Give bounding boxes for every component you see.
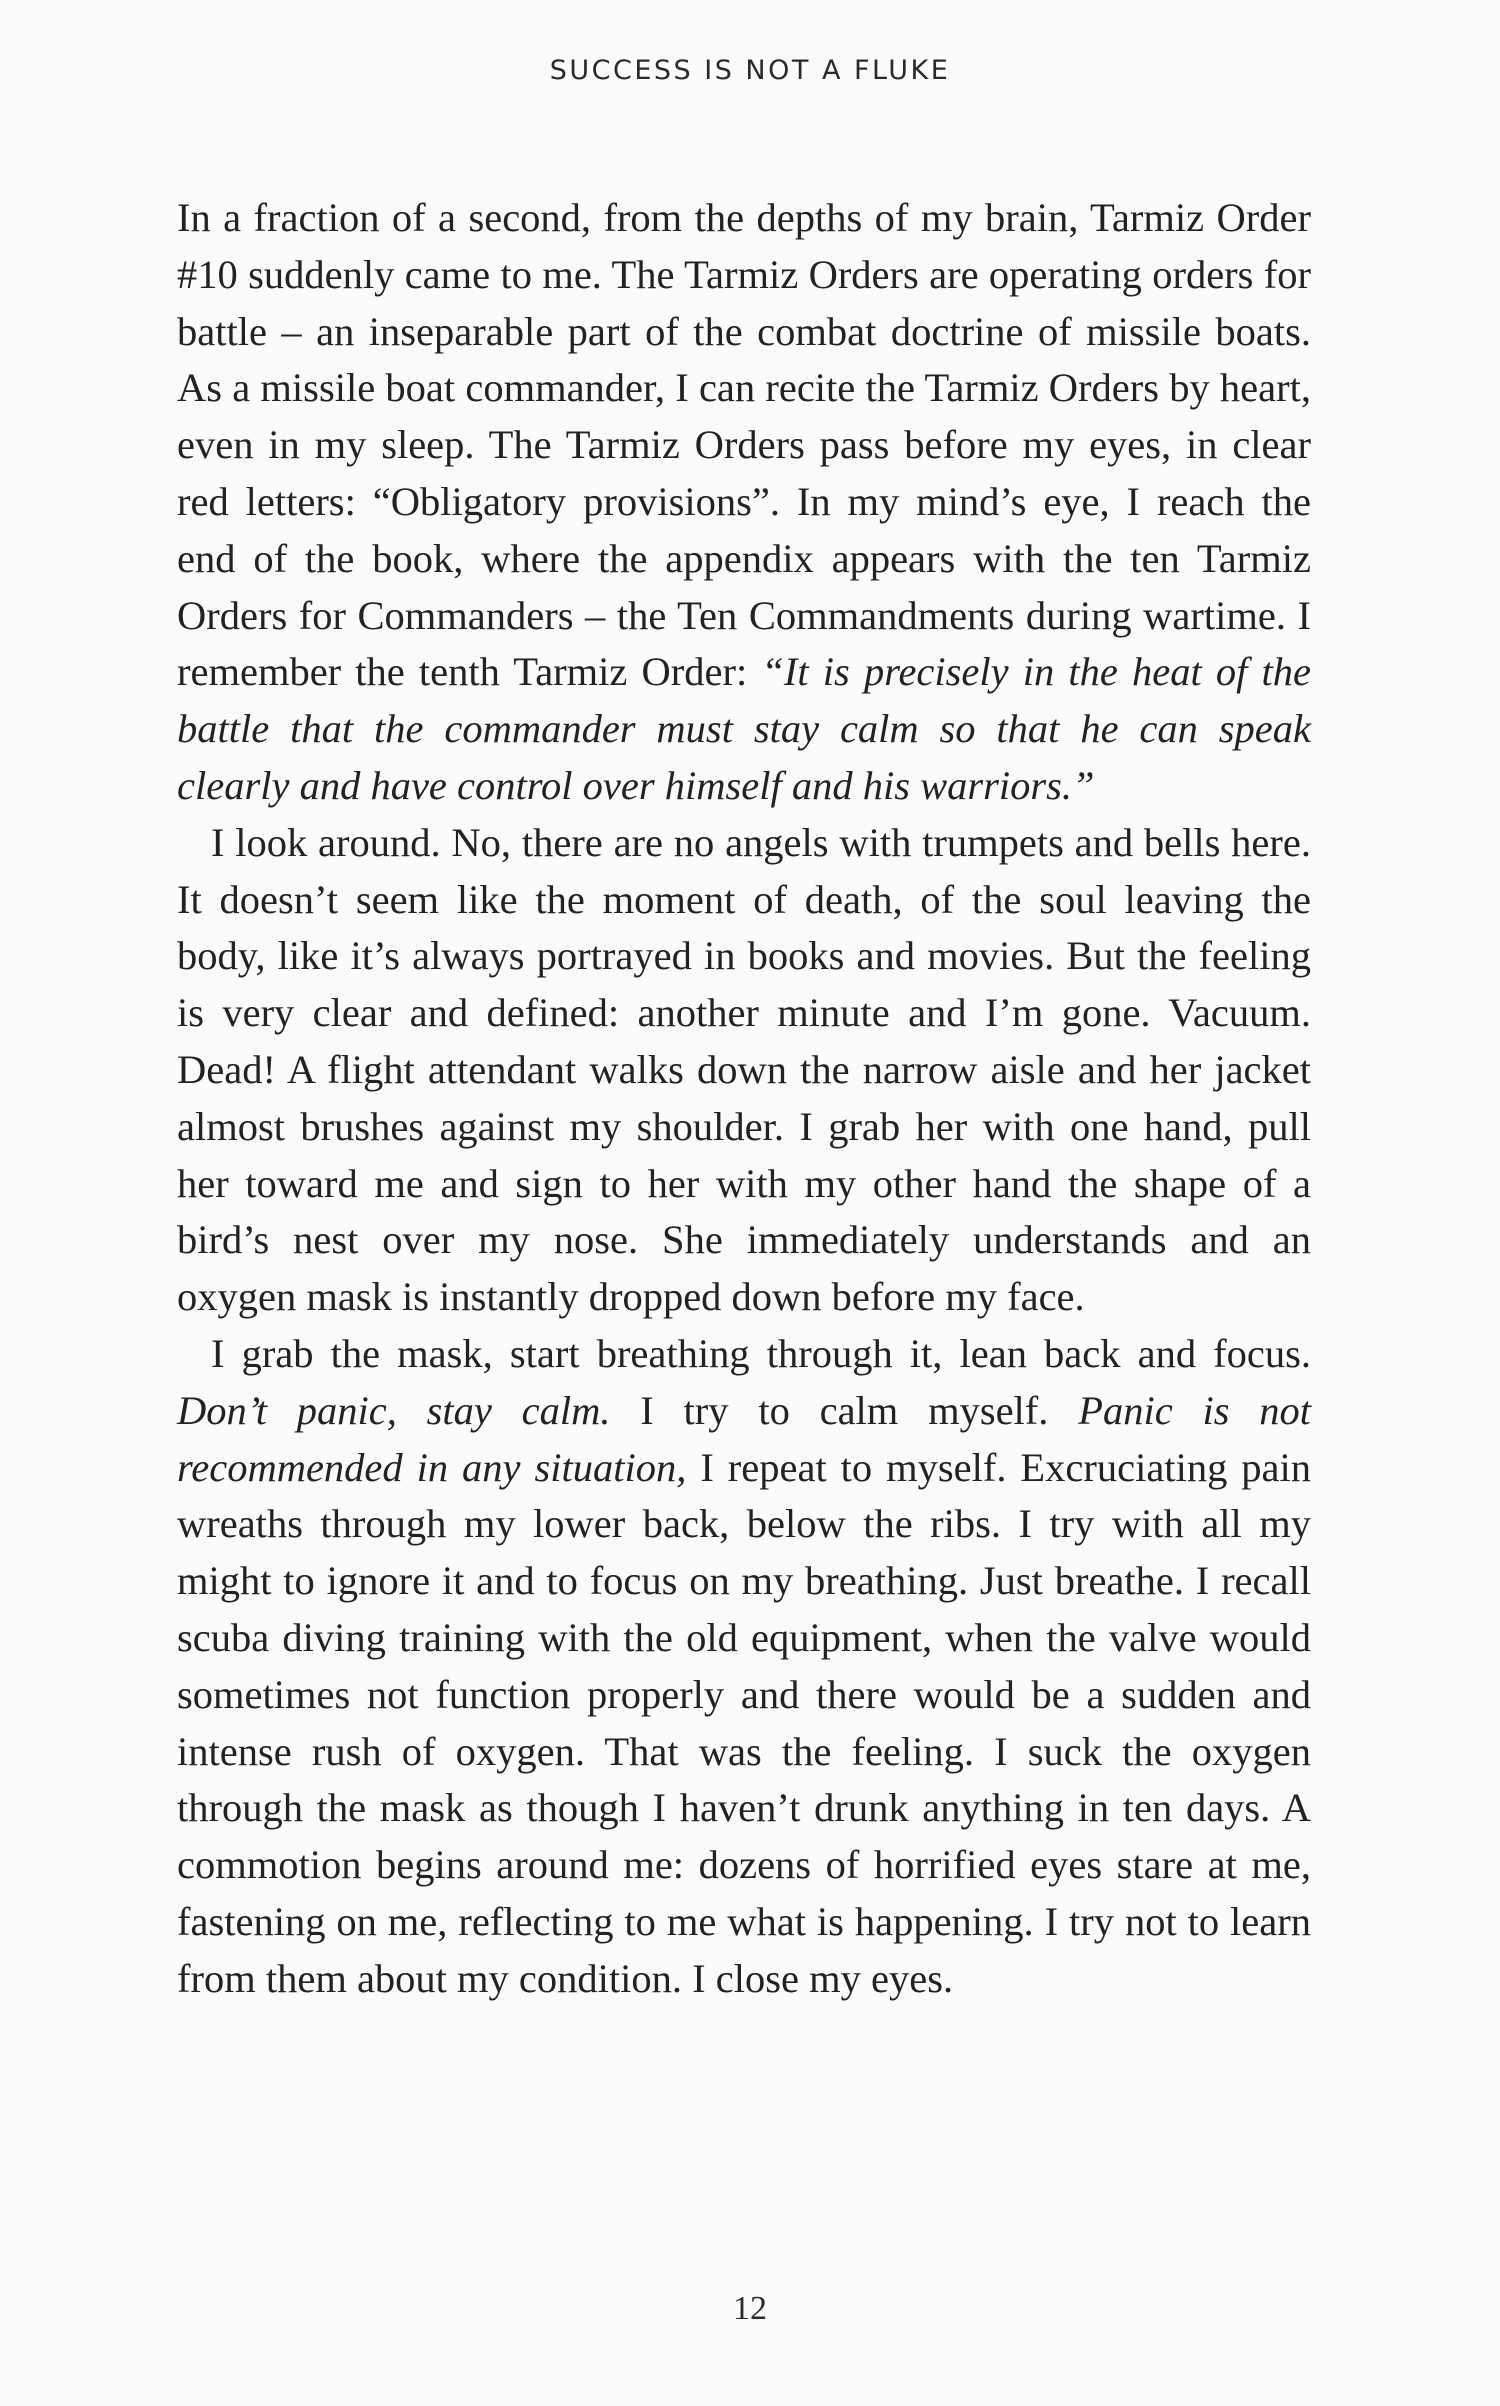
paragraph-1-text: In a fraction of a second, from the depths of my brain, Tarmiz Order #10 suddenly came to me. The Tarmiz Orders are operating orders for battle – an inseparable part of the combat doctrine of missile boats. As a missile boat commander, I can recite the Tarmiz Orders by heart, even in my sleep. The Tarmiz Orders pass before my eyes, in clear red letters: “Obligatory provisions”. In my mind’s eye, I reach the end of the book, where the appendix appears with the ten Tarmiz Orders for Commanders – the Ten Commandments during wartime. I remember the tenth Tarmiz Order: bbox=[177, 195, 1311, 695]
paragraph-3-italic-a: Don’t panic, stay calm. bbox=[177, 1387, 611, 1433]
paragraph-3-text-c: I repeat to myself. Excruciating pain wreaths through my lower back, below the ribs. I try with all my might to ignore it and to focus on my breathing. Just breathe. I recall scuba diving training with the old equipment, when the valve would sometimes not function properly and there would be a sudden and intense rush of oxygen. That was the feeling. I suck the oxygen through the mask as though I haven’t drunk anything in ten days. A commotion begins around me: dozens of horrified eyes stare at me, fastening on me, reflecting to me what is happening. I try not to learn from them about my condition. I close my eyes. bbox=[177, 1444, 1311, 2001]
running-head: SUCCESS IS NOT A FLUKE bbox=[549, 55, 951, 86]
page-number: 12 bbox=[733, 2290, 767, 2327]
paragraph-2-text: I look around. No, there are no angels with trumpets and bells here. It doesn’t seem like the moment of death, of the soul leaving the body, like it’s always portrayed in books and movies. But the feeling is very clear and defined: another minute and I’m gone. Vacuum. Dead! A flight attendant walks down the narrow aisle and her jacket almost brushes against my shoulder. I grab her with one hand, pull her toward me and sign to her with my other hand the shape of a bird’s nest over my nose. She immediately understands and an oxygen mask is instantly dropped down before my face. bbox=[177, 819, 1311, 1320]
paragraph-1 bbox=[177, 190, 1311, 815]
body-text bbox=[177, 190, 1311, 2008]
paragraph-1-italic-quote: “It is precisely in the heat of the battle that the commander must stay calm so that he can speak clearly and have control over himself and his warriors.” bbox=[177, 649, 1311, 808]
paragraph-2 bbox=[177, 815, 1311, 1326]
paragraph-3-italic-b: Panic is not recommended in any situation, bbox=[177, 1387, 1311, 1490]
paragraph-3-text-b: I try to calm myself. bbox=[610, 1387, 1079, 1433]
paragraph-3-text-a: I grab the mask, start breathing through it, lean back and focus. bbox=[211, 1330, 1311, 1376]
paragraph-3 bbox=[177, 1326, 1311, 2008]
